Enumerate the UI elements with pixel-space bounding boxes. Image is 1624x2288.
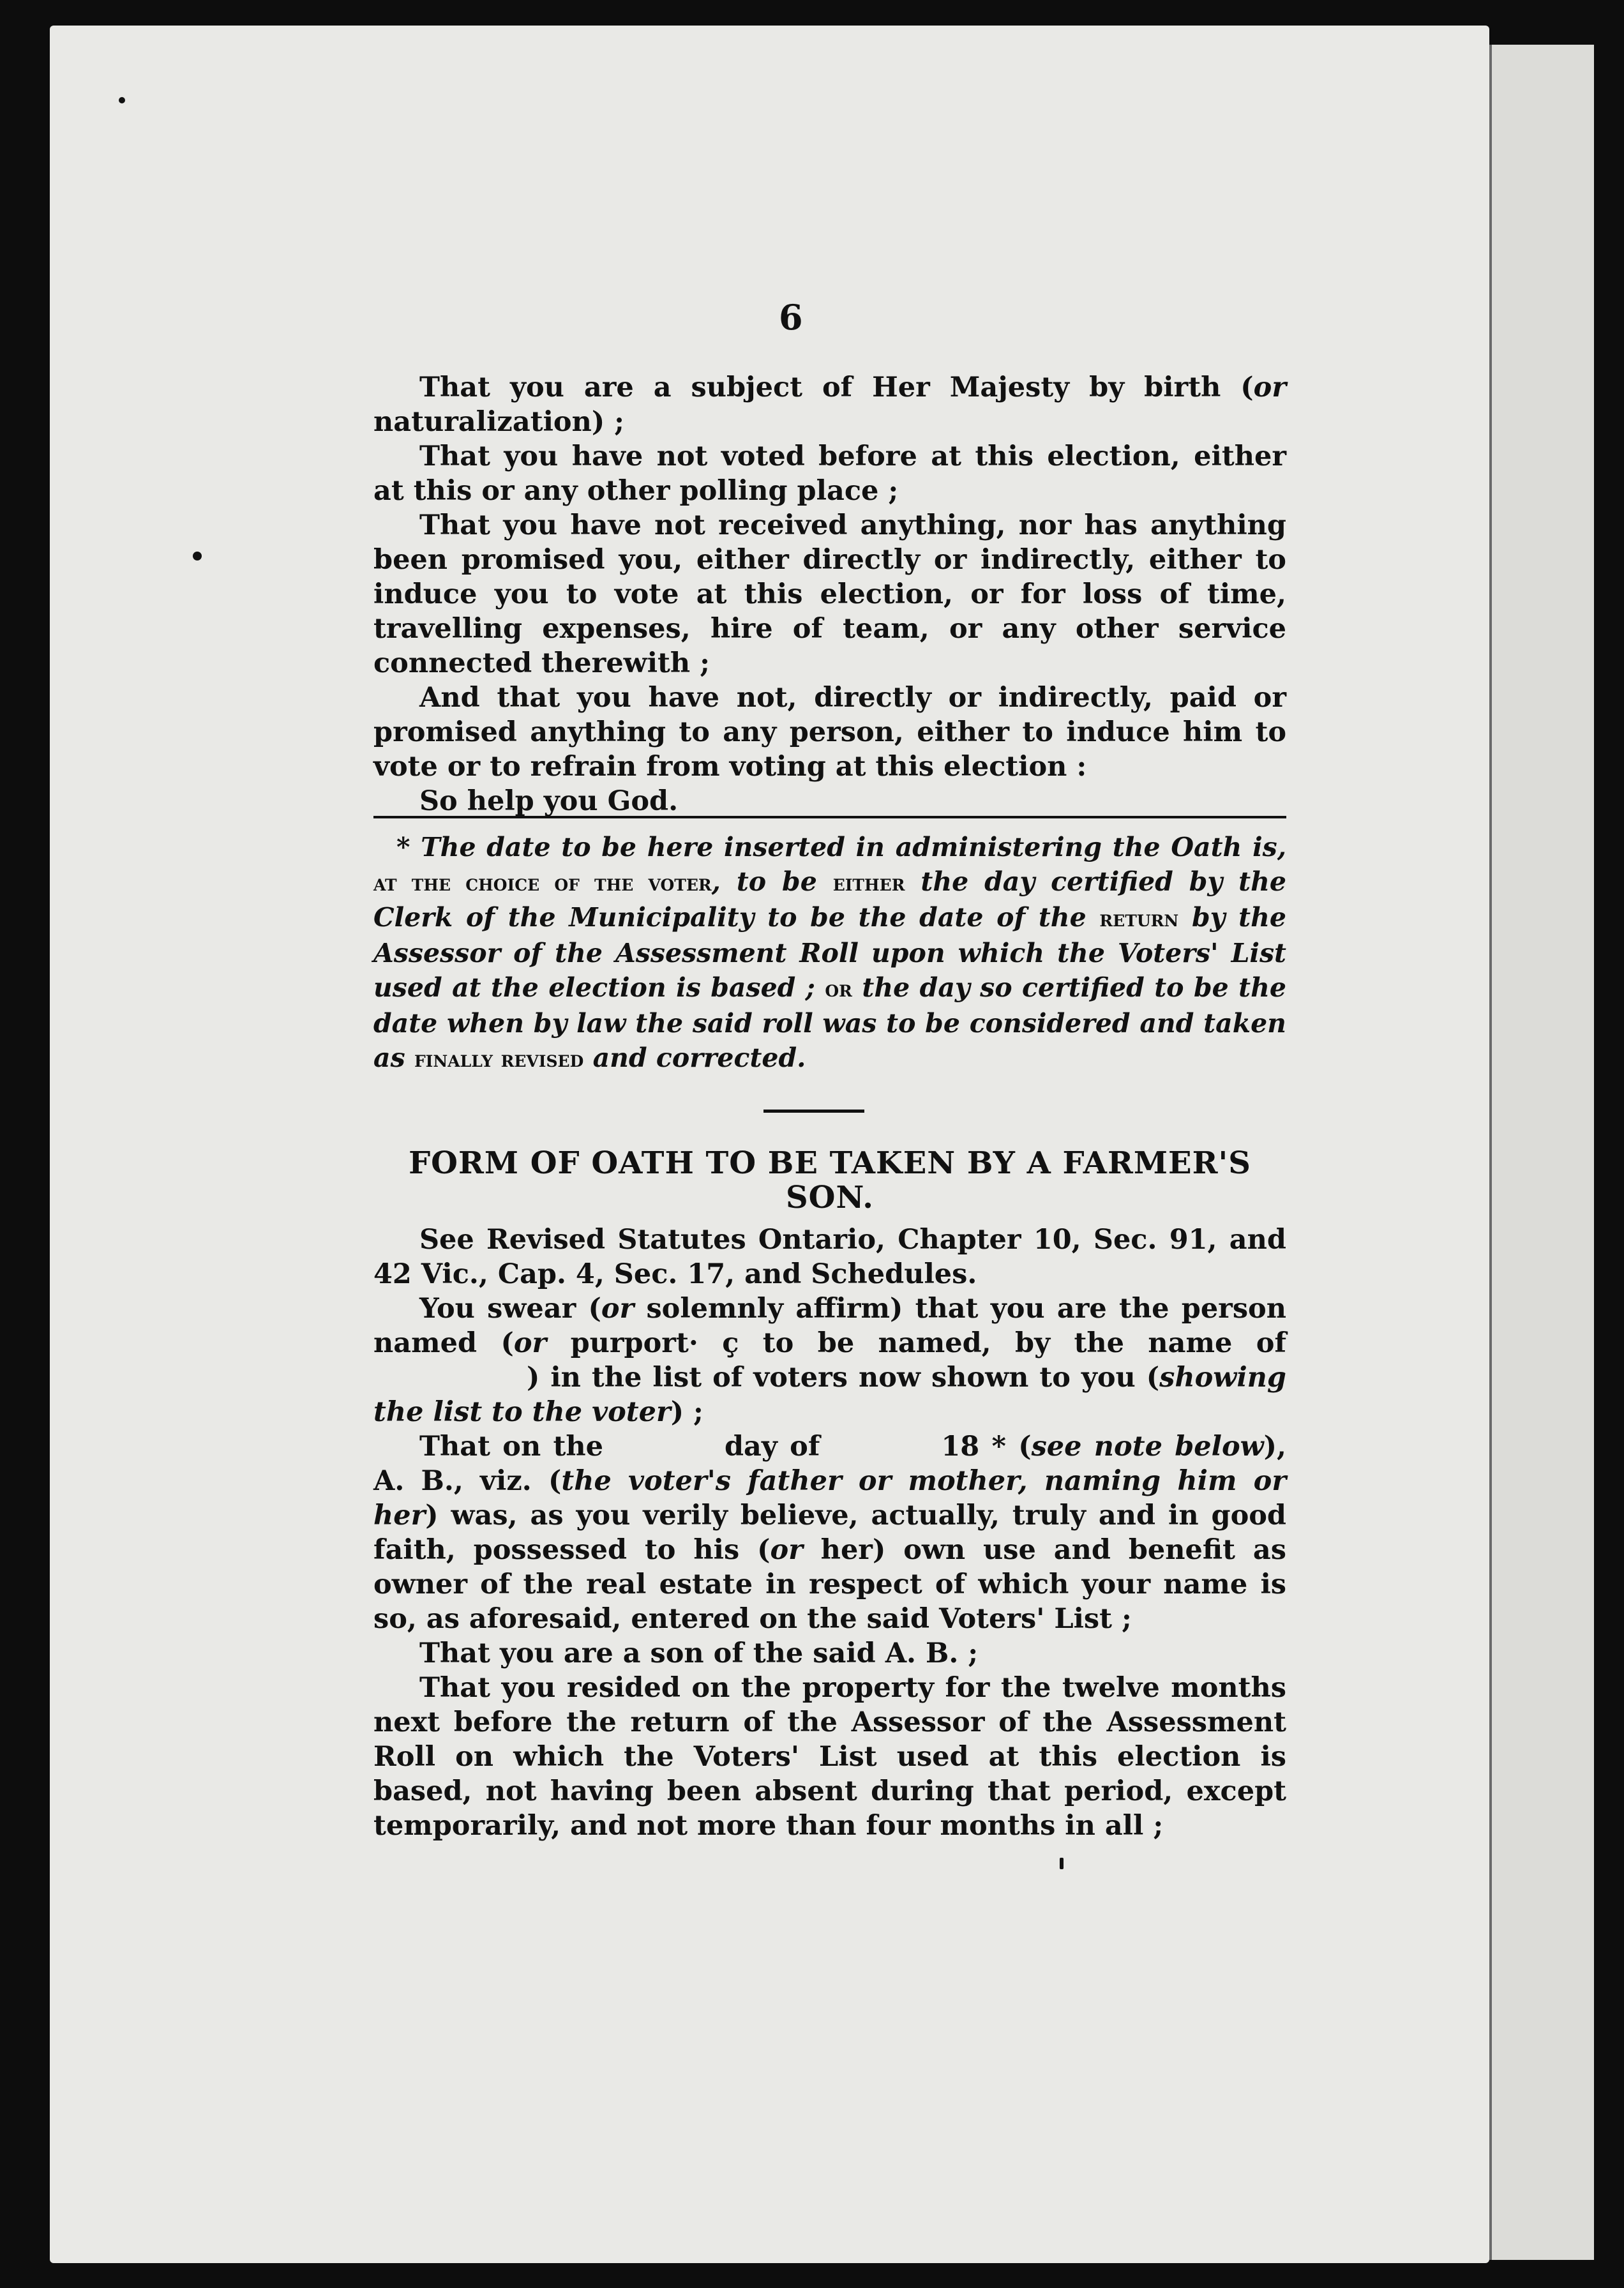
oath-clause-text: That you have not received anything, nor has anything been promised you, either directly or indirectly, either to induce you to vote at this election, or for loss of time, travelling expenses, hire of team, or any other service connected therewith ; <box>373 509 1286 679</box>
oath-clause-text: That you have not voted before at this election, either at this or any other polling place ; <box>373 440 1286 507</box>
oath-clause-text: or <box>1253 372 1286 403</box>
oath-clause-text: And that you have not, directly or indirectly, paid or promised anything to any person, either to induce him to vote or to refrain from voting at this election : <box>373 682 1286 783</box>
page-number: 6 <box>779 297 803 338</box>
footnote <box>373 830 1286 1076</box>
scan-speck <box>1060 1858 1064 1869</box>
oath-clause <box>373 508 1286 681</box>
footnote-divider <box>373 816 1286 818</box>
section-divider <box>763 1110 864 1113</box>
date-paragraph: That on the day of 18 * (see note below), A. B., viz. (the voter's father or mother, naming him or her) was, as you verily believe, actually, truly and in good faith, possessed to his (or her) own use and benefit as owner of the real estate in respect of which your name is so, as aforesaid, entered on the said Voters' List ; <box>373 1431 1286 1635</box>
oath-clause-text: So help you God. <box>419 785 679 817</box>
oath-continuation <box>373 370 1286 818</box>
residence-statement: That you resided on the property for the twelve months next before the return of the Assessor of the Assessment Roll on which the Voters' List used at this election is based, not having been absent during that period, except temporarily, and not more than four months in all ; <box>373 1672 1286 1842</box>
son-statement: That you are a son of the said A. B. ; <box>419 1637 979 1669</box>
oath-clause-text: naturalization) ; <box>373 406 625 438</box>
swear-paragraph: You swear (or solemnly affirm) that you are the person named (or purport· ç to be named, by the name of) in the list of voters now shown to you (showing the list to the voter) ; <box>373 1293 1286 1428</box>
oath-clause <box>373 439 1286 508</box>
oath-clause <box>373 370 1286 439</box>
footnote-text: * The date to be here inserted in administering the Oath is, at the choice of the voter, to be either the day certified by the Clerk of the Municipality to be the date of the return by the Assessor of the Assessment Roll upon which the Voters' List used at the election is based ; or the day so certified to be the date when by law the said roll was to be considered and taken as finally revised and corrected. <box>373 832 1287 1073</box>
form-heading: FORM OF OATH TO BE TAKEN BY A FARMER'S SON. <box>409 1145 1251 1216</box>
oath-clause-text: That you are a subject of Her Majesty by birth ( <box>419 372 1254 403</box>
scan-speck <box>119 97 125 103</box>
statute-reference: See Revised Statutes Ontario, Chapter 10, Sec. 91, and 42 Vic., Cap. 4, Sec. 17, and Schedules. <box>373 1224 1286 1290</box>
document-page <box>50 26 1489 2263</box>
oath-clause <box>373 784 1286 818</box>
oath-clause <box>373 681 1286 784</box>
adjacent-page-edge <box>1489 45 1594 2260</box>
farmer-son-oath <box>373 1223 1286 1843</box>
scan-speck <box>193 552 202 561</box>
